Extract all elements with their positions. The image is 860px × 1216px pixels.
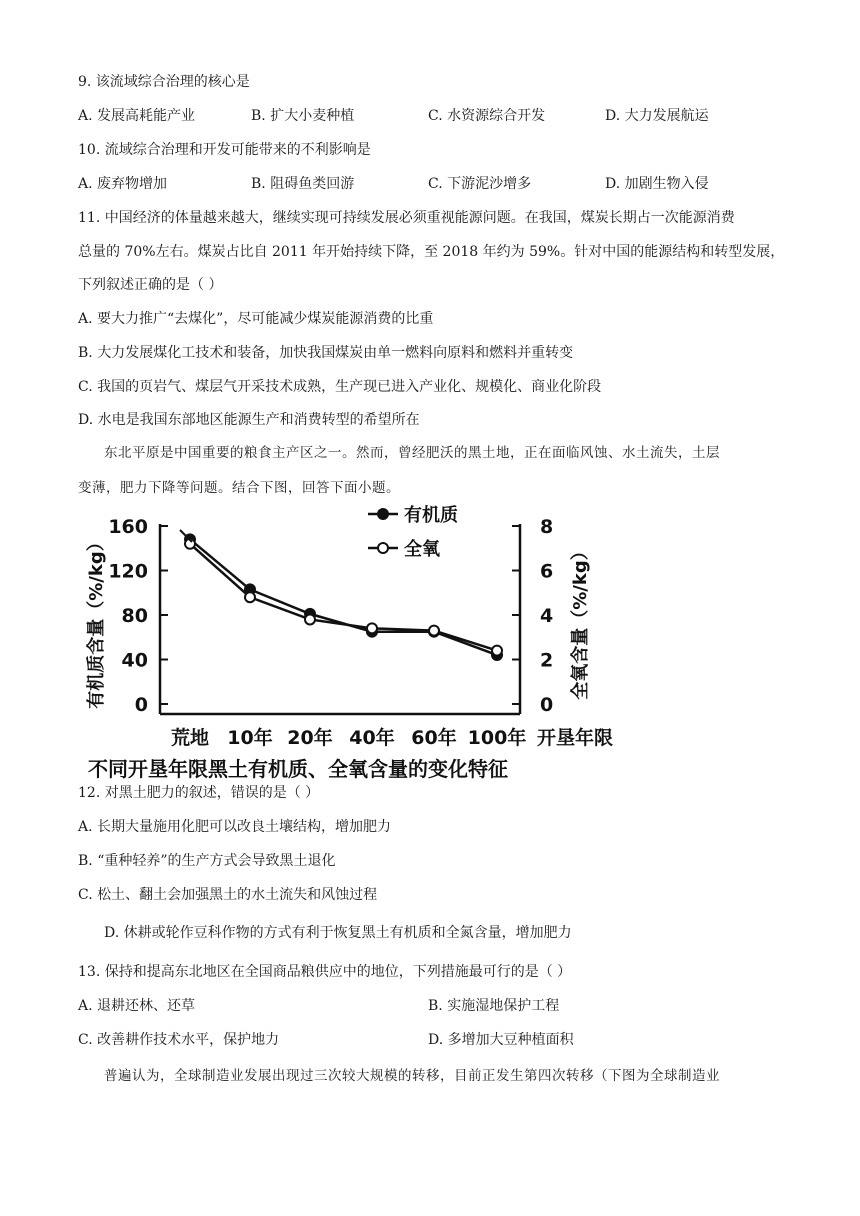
- right-axis-title: 全氧含量（%/kg）: [570, 542, 591, 700]
- series-line-0: [190, 539, 497, 655]
- right-tick-label: 6: [540, 560, 554, 583]
- series-point-1: [492, 646, 502, 656]
- passage2-line-1: 普遍认为，全球制造业发展出现过三次较大规模的转移，目前正发生第四次转移（下图为全球制造业: [104, 1068, 720, 1084]
- chart-title: 不同开垦年限黑土有机质、全氧含量的变化特征: [88, 757, 508, 781]
- x-tick-label: 60年: [411, 727, 457, 749]
- q9-option-a[interactable]: A. 发展高耗能产业: [78, 108, 196, 124]
- q9-option-c[interactable]: C. 水资源综合开发: [428, 108, 546, 124]
- passage1-line-2: 变薄，肥力下降等问题。结合下图，回答下面小题。: [78, 480, 400, 496]
- left-tick-label: 120: [108, 560, 148, 583]
- legend-label: 全氧: [404, 539, 440, 560]
- x-axis-title: 开垦年限: [536, 727, 614, 749]
- q11-option-c[interactable]: C. 我国的页岩气、煤层气开采技术成熟，生产现已进入产业化、规模化、商业化阶段: [78, 379, 602, 395]
- q11-stem-line-3: 下列叙述正确的是（ ）: [78, 277, 223, 293]
- passage1-line-1: 东北平原是中国重要的粮食主产区之一。然而，曾经肥沃的黑土地，正在面临风蚀、水土流失，土层: [104, 445, 720, 461]
- q10-option-b[interactable]: B. 阻碍鱼类回游: [251, 176, 355, 192]
- right-tick-label: 8: [540, 516, 554, 538]
- q10-option-a[interactable]: A. 废弃物增加: [78, 176, 168, 192]
- q12-option-d[interactable]: D. 休耕或轮作豆科作物的方式有利于恢复黑土有机质和全氮含量，增加肥力: [104, 925, 572, 941]
- x-tick-label: 10年: [227, 727, 273, 749]
- right-tick-label: 4: [540, 605, 554, 627]
- q9-option-b[interactable]: B. 扩大小麦种植: [251, 108, 355, 124]
- q10-option-c[interactable]: C. 下游泥沙增多: [428, 176, 532, 192]
- q11-option-b[interactable]: B. 大力发展煤化工技术和装备，加快我国煤炭由单一燃料向原料和燃料并重转变: [78, 345, 574, 361]
- q13-option-c[interactable]: C. 改善耕作技术水平，保护地力: [78, 1032, 280, 1048]
- series-line-1: [190, 544, 497, 651]
- left-tick-label: 80: [121, 605, 148, 627]
- q10-stem: 10. 流域综合治理和开发可能带来的不利影响是: [78, 142, 371, 158]
- series-point-1: [367, 623, 377, 633]
- right-tick-label: 0: [540, 694, 554, 716]
- series-point-1: [305, 614, 315, 624]
- q11-stem-line-2: 总量的 70%左右。煤炭占比自 2011 年开始持续下降，至 2018 年约为 59%。针对中国的能源结构和转型发展，: [78, 244, 785, 260]
- x-tick-label: 100年: [467, 727, 527, 749]
- q12-option-a[interactable]: A. 长期大量施用化肥可以改良土壤结构，增加肥力: [78, 819, 392, 835]
- q12-option-b[interactable]: B. “重种轻养”的生产方式会导致黑土退化: [78, 853, 336, 869]
- q9-option-d[interactable]: D. 大力发展航运: [605, 108, 709, 124]
- left-tick-label: 0: [134, 694, 148, 716]
- legend-marker-0: [378, 509, 388, 519]
- q13-option-d[interactable]: D. 多增加大豆种植面积: [428, 1032, 574, 1048]
- q12-stem: 12. 对黑土肥力的叙述，错误的是（ ）: [78, 785, 320, 801]
- q12-option-c[interactable]: C. 松土、翻土会加强黑土的水土流失和风蚀过程: [78, 887, 378, 903]
- legend-marker-1: [378, 543, 388, 553]
- q10-option-d[interactable]: D. 加剧生物入侵: [605, 176, 709, 192]
- x-tick-label: 荒地: [170, 727, 210, 749]
- q11-option-a[interactable]: A. 要大力推广“去煤化”，尽可能减少煤炭能源消费的比重: [78, 311, 434, 327]
- soil-chart: [0, 500, 860, 790]
- x-tick-label: 20年: [287, 727, 333, 749]
- left-tick-label: 160: [108, 516, 148, 538]
- legend-label: 有机质: [404, 505, 458, 526]
- q9-stem: 9. 该流域综合治理的核心是: [78, 74, 250, 90]
- q13-option-a[interactable]: A. 退耕还林、还草: [78, 998, 196, 1014]
- q13-stem: 13. 保持和提高东北地区在全国商品粮供应中的地位，下列措施最可行的是（ ）: [78, 964, 572, 980]
- q13-option-b[interactable]: B. 实施湿地保护工程: [428, 998, 560, 1014]
- right-tick-label: 2: [540, 649, 554, 672]
- series-point-1: [429, 626, 439, 636]
- x-tick-label: 40年: [349, 727, 395, 749]
- q11-stem-line-1: 11. 中国经济的体量越来越大，继续实现可持续发展必须重视能源问题。在我国，煤炭长期占一次能源消费: [78, 210, 735, 226]
- left-tick-label: 40: [121, 649, 148, 672]
- q11-option-d[interactable]: D. 水电是我国东部地区能源生产和消费转型的希望所在: [78, 412, 420, 428]
- series-point-1: [245, 592, 255, 602]
- left-axis-title: 有机质含量（%/kg）: [86, 533, 107, 709]
